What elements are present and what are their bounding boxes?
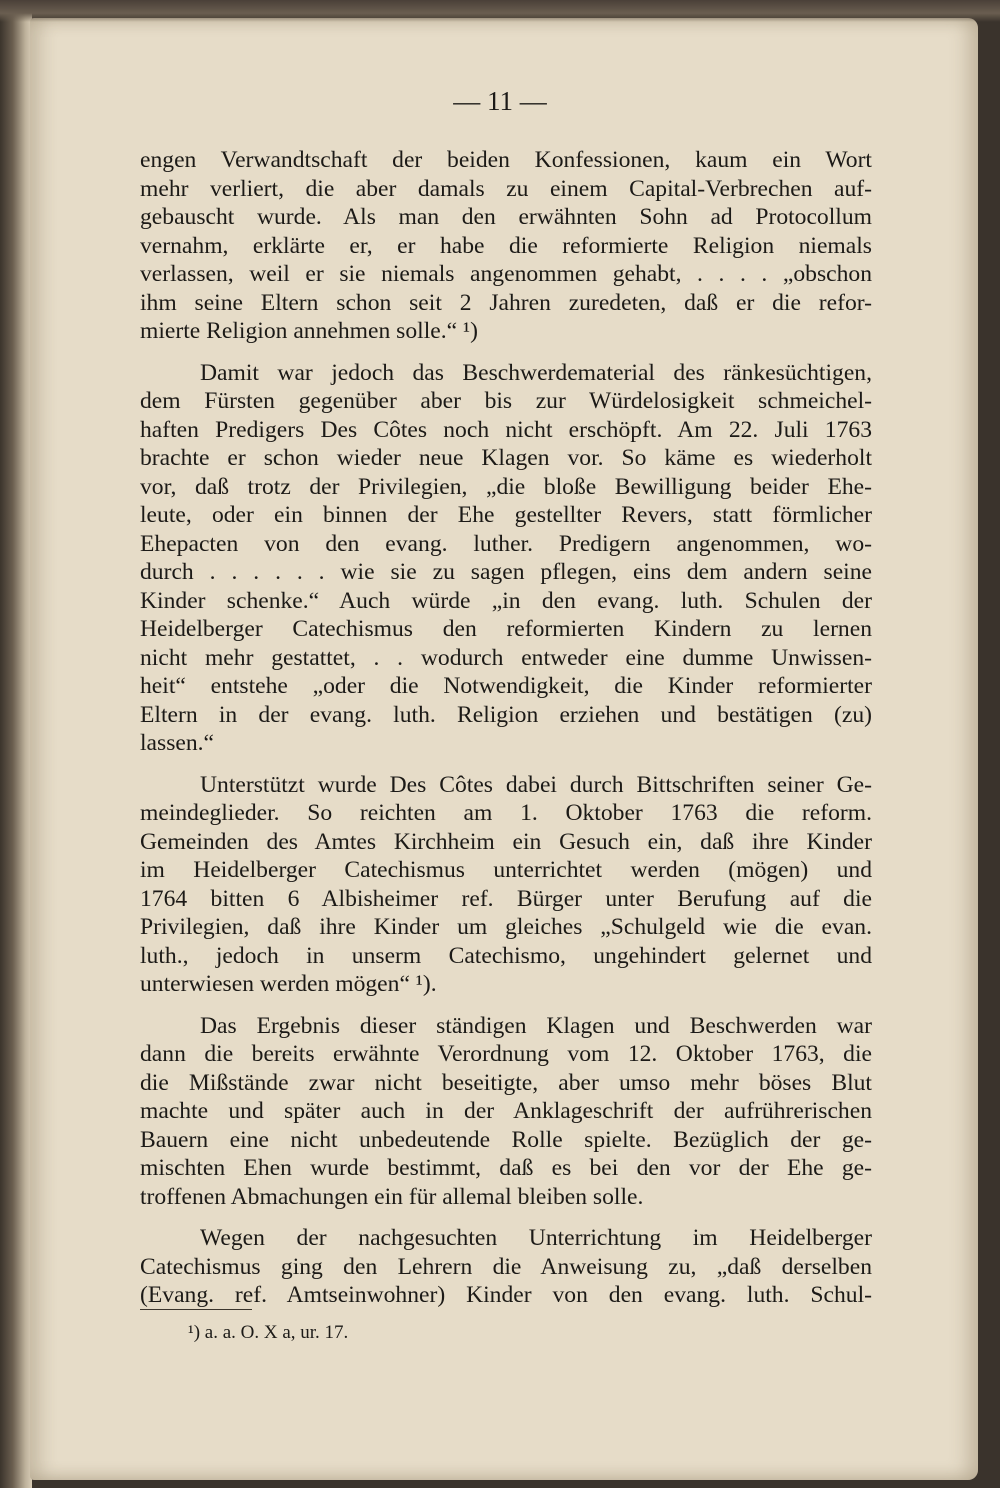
text-line: engen Verwandtschaft der beiden Konfessionen, kaum ein Wort (140, 147, 872, 173)
text-line: (Evang. ref. Amtseinwohner) Kinder von den evang. luth. Schul- (140, 1282, 872, 1308)
paragraph (140, 359, 872, 758)
text-line: vor, daß trotz der Privilegien, „die bloße Bewilligung beider Ehe- (140, 473, 872, 500)
text-line: Eltern in der evang. luth. Religion erziehen und bestätigen (zu) (140, 701, 872, 728)
footnote-divider (140, 1309, 252, 1310)
text-line: Privilegien, daß ihre Kinder um gleiches „Schulgeld wie die evan. (140, 914, 872, 940)
paragraph (140, 1012, 872, 1212)
body-text (140, 146, 872, 1310)
text-line: dem Fürsten gegenüber aber bis zur Würdelosigkeit schmeichel- (140, 388, 872, 414)
text-line: Heidelberger Catechismus den reformierten Kindern zu lernen (140, 616, 872, 642)
text-line: unterwiesen werden mögen“ ¹). (140, 971, 437, 997)
text-line: mehr verliert, die aber damals zu einem Capital-Verbrechen auf- (140, 175, 872, 202)
text-line: mischten Ehen wurde bestimmt, daß es bei den vor der Ehe ge- (140, 1155, 872, 1181)
footnote: ¹) a. a. O. X a, ur. 17. (188, 1322, 349, 1343)
text-line: durch . . . . . . wie sie zu sagen pflegen, eins dem andern seine (140, 559, 872, 585)
text-line: Gemeinden des Amtes Kirchheim ein Gesuch ein, daß ihre Kinder (140, 828, 872, 855)
text-line: vernahm, erklärte er, er habe die reformierte Religion niemals (140, 232, 872, 259)
text-line: lassen.“ (140, 730, 215, 756)
text-line: im Heidelberger Catechismus unterrichtet werden (mögen) und (140, 857, 872, 883)
text-line: Catechismus ging den Lehrern die Anweisung zu, „daß derselben (140, 1253, 872, 1280)
text-line: troffenen Abmachungen ein für allemal bleiben solle. (140, 1183, 644, 1210)
text-line: leute, oder ein binnen der Ehe gestellter Revers, statt förmlicher (140, 502, 872, 528)
text-line: verlassen, weil er sie niemals angenommen gehabt, . . . . „obschon (140, 261, 872, 287)
text-line: Kinder schenke.“ Auch würde „in den evang. luth. Schulen der (140, 587, 872, 614)
text-line: Bauern eine nicht unbedeutende Rolle spielte. Bezüglich der ge- (140, 1126, 872, 1153)
text-line: Unterstützt wurde Des Côtes dabei durch Bittschriften seiner Ge- (200, 771, 872, 798)
text-line: Das Ergebnis dieser ständigen Klagen und Beschwerden war (200, 1012, 872, 1039)
text-line: dann die bereits erwähnte Verordnung vom 12. Oktober 1763, die (140, 1041, 872, 1067)
paragraph (140, 771, 872, 999)
paragraph (140, 1224, 872, 1310)
text-line: die Mißstände zwar nicht beseitigte, aber umso mehr böses Blut (140, 1069, 872, 1096)
text-line: ihm seine Eltern schon seit 2 Jahren zuredeten, daß er die refor- (140, 289, 872, 316)
text-line: mierte Religion annehmen solle.“ ¹) (140, 318, 478, 344)
book-spine (0, 0, 32, 1488)
text-line: nicht mehr gestattet, . . wodurch entweder eine dumme Unwissen- (140, 644, 872, 671)
text-line: gebauscht wurde. Als man den erwähnten Sohn ad Protocollum (140, 204, 872, 230)
text-line: luth., jedoch in unserm Catechismo, ungehindert gelernet und (140, 942, 872, 969)
text-line: 1764 bitten 6 Albisheimer ref. Bürger unter Berufung auf die (140, 885, 872, 912)
page-number: — 11 — (453, 86, 547, 116)
text-line: haften Predigers Des Côtes noch nicht erschöpft. Am 22. Juli 1763 (140, 416, 872, 443)
text-line: Damit war jedoch das Beschwerdematerial des ränkesüchtigen, (200, 359, 872, 386)
page-top-edge (0, 0, 1000, 22)
paragraph (140, 146, 872, 346)
text-line: brachte er schon wieder neue Klagen vor. So käme es wiederholt (140, 445, 872, 471)
text-line: Wegen der nachgesuchten Unterrichtung im Heidelberger (200, 1225, 872, 1251)
text-line: heit“ entstehe „oder die Notwendigkeit, die Kinder reformierter (140, 673, 872, 699)
text-line: meindeglieder. So reichten am 1. Oktober 1763 die reform. (140, 800, 872, 826)
text-line: machte und später auch in der Anklageschrift der aufrührerischen (140, 1098, 872, 1124)
text-line: Ehepacten von den evang. luther. Predigern angenommen, wo- (140, 530, 872, 557)
